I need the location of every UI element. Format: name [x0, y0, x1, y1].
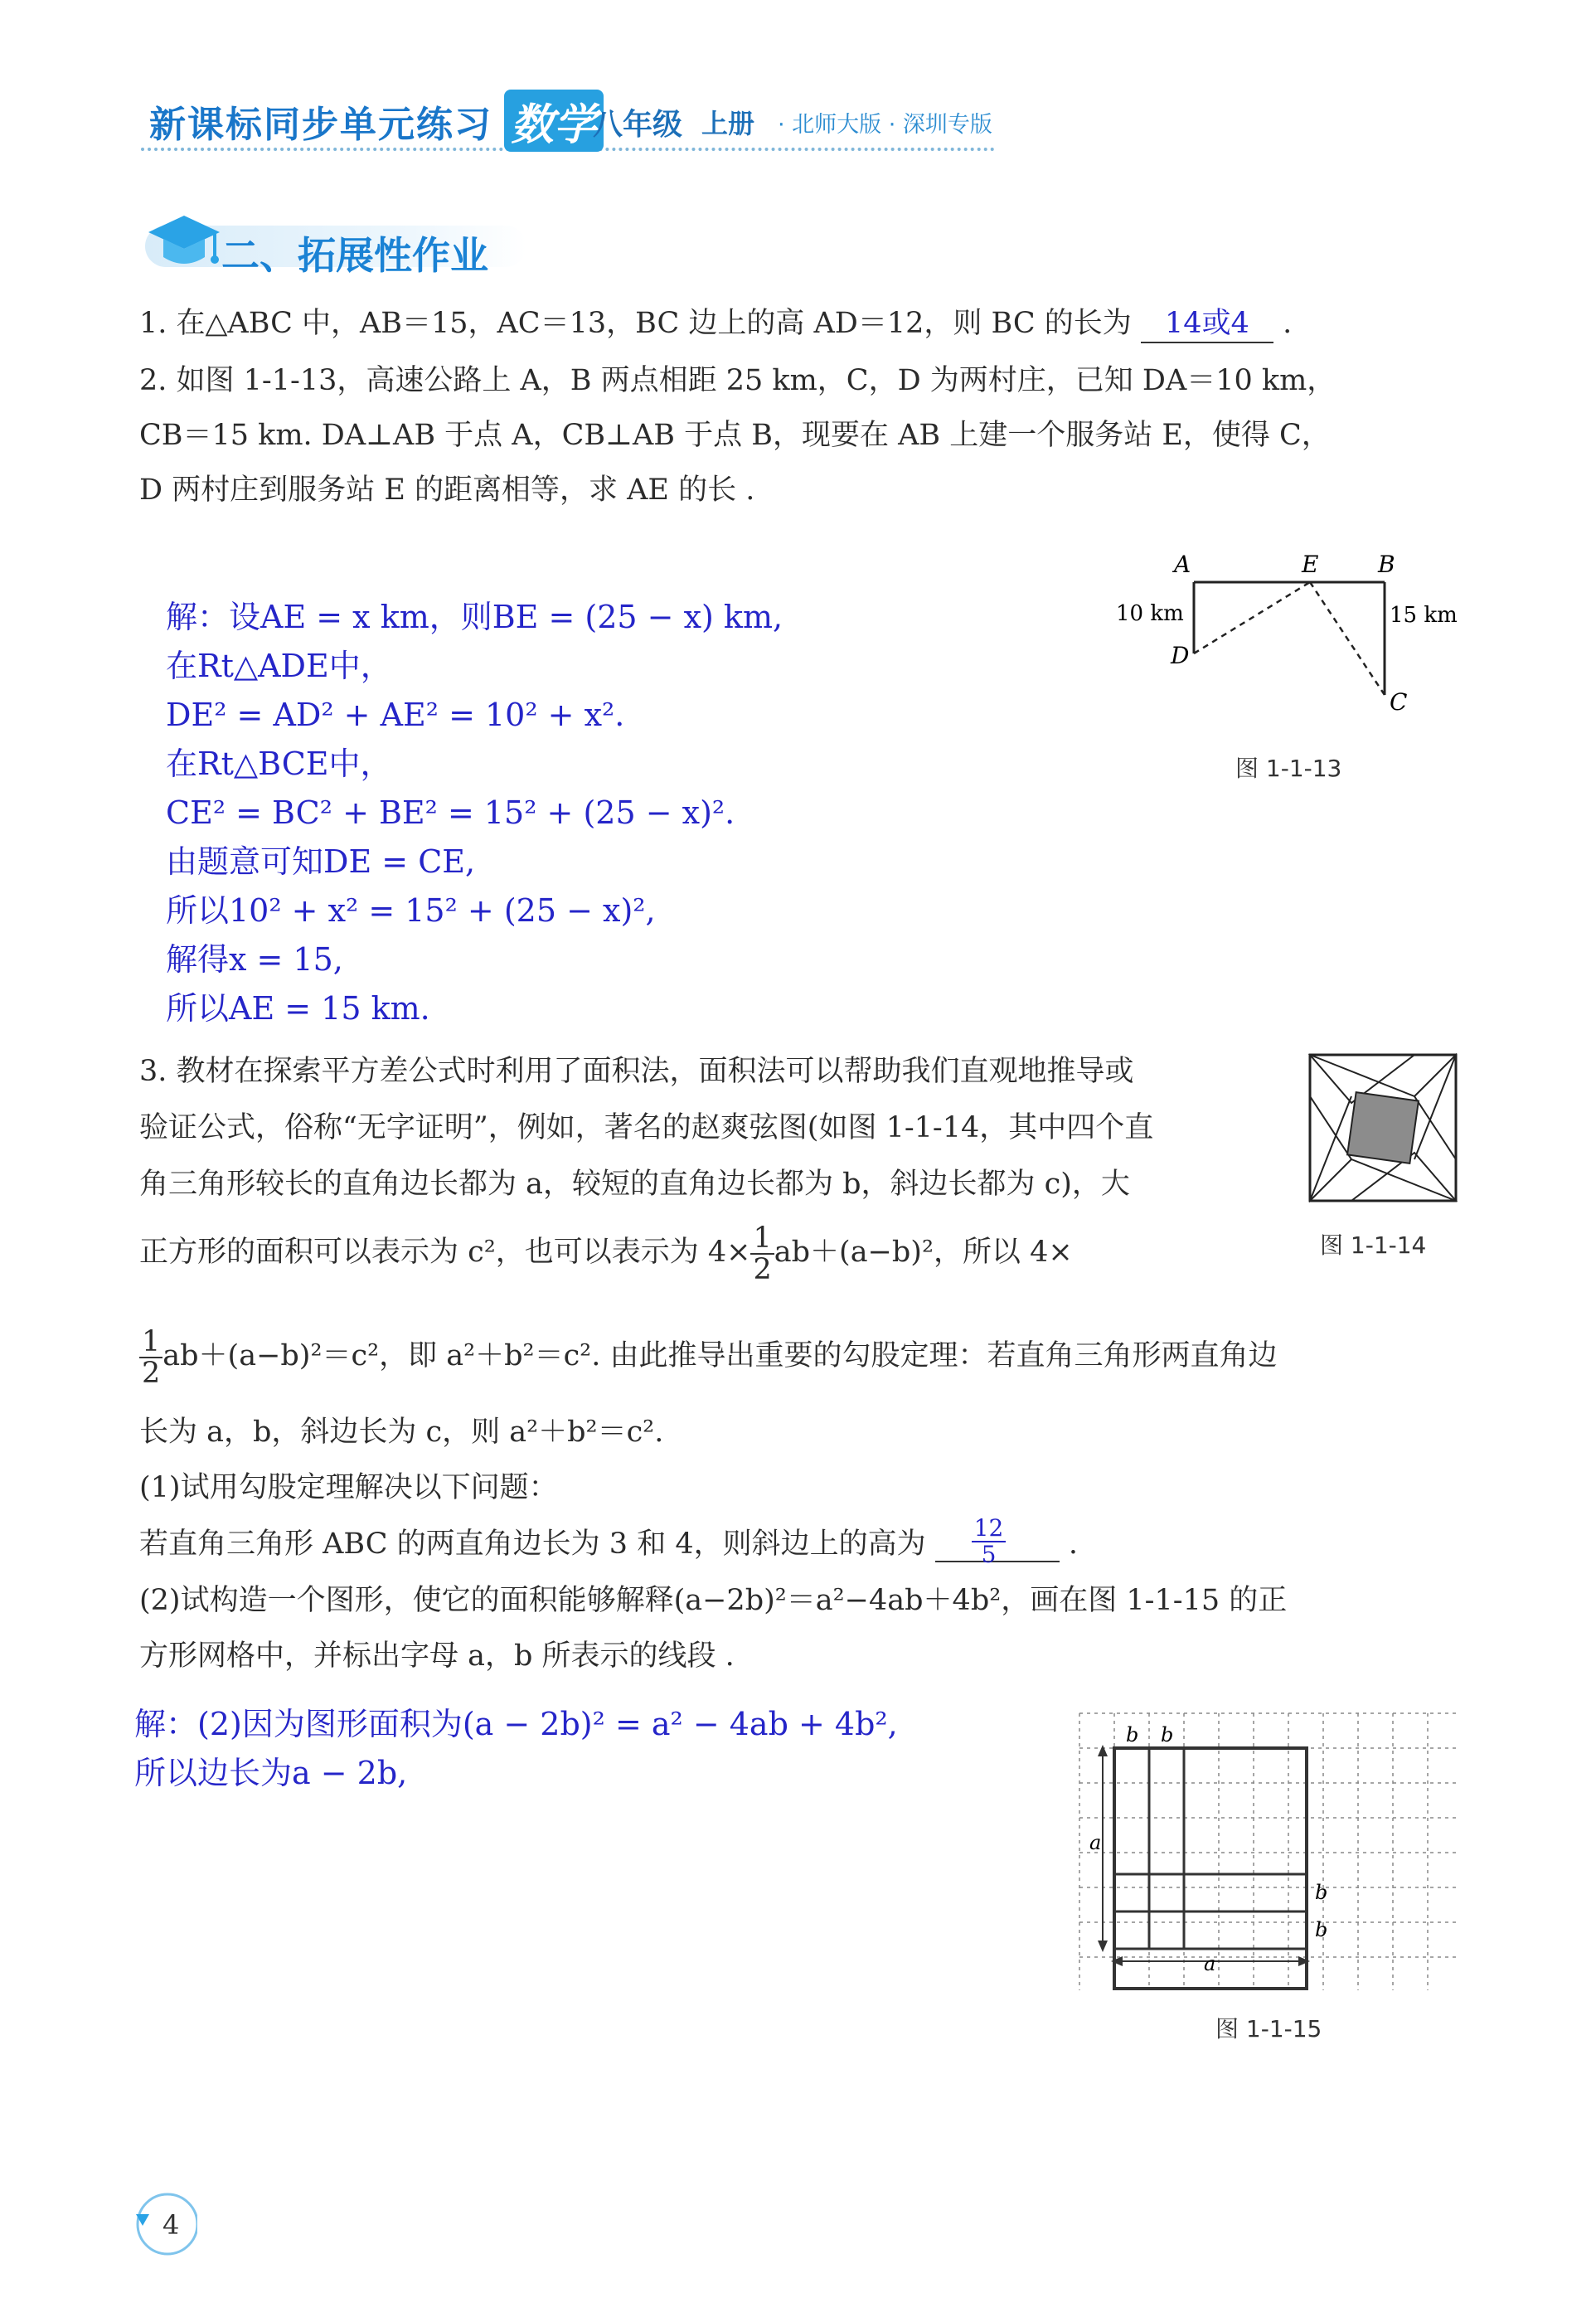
label-b: b [1161, 1723, 1174, 1746]
q3-part1-answer: $\frac{12}{5}$ [935, 1524, 1060, 1562]
edition-label: · 北师大版 · 深圳专版 [778, 112, 992, 138]
q3-part1-title: (1)试用勾股定理解决以下问题： [139, 1471, 558, 1504]
label-b: b [1315, 1918, 1328, 1941]
label-b: B [1378, 551, 1395, 578]
q3-part1-end: . [1068, 1528, 1079, 1561]
series-title: 新课标同步单元练习 [149, 104, 492, 146]
q2-line1: 2. 如图 1-1-13，高速公路上 A，B 两点相距 25 km，C，D 为两村庄，已知 DA＝10 km， [139, 364, 1336, 397]
question-1 [139, 305, 1292, 343]
q1-end: . [1283, 307, 1293, 340]
solution-line: DE² = AD² + AE² = 10² + x². [166, 697, 625, 733]
q3-part1 [139, 1514, 1079, 1568]
solution-line: CE² = BC² + BE² = 15² + (25 − x)². [166, 794, 735, 831]
label-a: A [1174, 551, 1191, 578]
q3-line6: 长为 a，b，斜边长为 c，则 a²＋b²＝c². [139, 1416, 664, 1449]
solution-line: 在Rt△ADE中， [166, 648, 392, 684]
solution-figure [1089, 1723, 1327, 1989]
q3-part1-text: 若直角三角形 ABC 的两直角边长为 3 和 4，则斜边上的高为 [139, 1528, 926, 1561]
q3-line4 [139, 1215, 1073, 1290]
section-heading [145, 206, 543, 280]
q2-line2: CB＝15 km. DA⊥AB 于点 A，CB⊥AB 于点 B，现要在 AB 上建一个服务站 E，使得 C， [139, 419, 1331, 452]
solution-line: 所以AE = 15 km. [166, 990, 430, 1027]
label-e: E [1302, 551, 1319, 578]
solution-line: 在Rt△BCE中， [166, 746, 392, 782]
q1-text: 1. 在△ABC 中，AB＝15，AC＝13，BC 边上的高 AD＝12，则 BC 的长为 [139, 307, 1132, 340]
solution-line: 解：(2)因为图形面积为(a − 2b)² = a² − 4ab + 4b², [134, 1706, 898, 1742]
page-number-badge [124, 2189, 197, 2262]
q3-line4a: 正方形的面积可以表示为 c²，也可以表示为 4× [139, 1236, 751, 1269]
q3-line5 [139, 1319, 1277, 1393]
figure-1-1-15 [1078, 1708, 1459, 1990]
label-b: b [1315, 1881, 1328, 1904]
q3-part2-line2: 方形网格中，并标出字母 a，b 所表示的线段 . [139, 1639, 735, 1673]
solution-line: 所以边长为a − 2b, [134, 1755, 408, 1791]
solution-line: 由题意可知DE = CE, [166, 843, 476, 880]
segment-ce [1310, 582, 1385, 695]
figure-1-1-14 [1308, 1053, 1458, 1202]
label-10km: 10 km [1116, 601, 1184, 626]
q3-line1: 3. 教材在探索平方差公式时利用了面积法，面积法可以帮助我们直观地推导或 [139, 1055, 1134, 1088]
half-fraction: $\frac{1}{2}$ [139, 1327, 163, 1388]
inner-square [1347, 1092, 1419, 1163]
q2-solution [166, 593, 783, 1033]
subject-badge: 数学 [504, 90, 604, 152]
fig13-caption: 图 1-1-13 [1235, 755, 1342, 782]
fig14-caption: 图 1-1-14 [1320, 1231, 1427, 1259]
grade-label: 八年级 [593, 108, 683, 142]
label-a: a [1204, 1952, 1216, 1975]
header-banner [141, 90, 995, 151]
q2-line3: D 两村庄到服务站 E 的距离相等，求 AE 的长 . [139, 474, 755, 507]
figure-1-1-13 [1111, 547, 1476, 730]
page-number: 4 [163, 2209, 180, 2241]
section-title: 二、拓展性作业 [221, 233, 488, 278]
q3-solution [134, 1700, 898, 1798]
label-a: a [1089, 1831, 1102, 1854]
q3-line3: 角三角形较长的直角边长都为 a，较短的直角边长都为 b，斜边长都为 c)，大 [139, 1168, 1130, 1201]
label-15km: 15 km [1390, 603, 1458, 628]
q3-line5b: ab＋(a−b)²＝c²，即 a²＋b²＝c². 由此推导出重要的勾股定理：若直角三角形两直角边 [163, 1339, 1278, 1372]
solution-line: 所以10² + x² = 15² + (25 − x)², [166, 892, 656, 929]
q3-line2: 验证公式，俗称“无字证明”，例如，著名的赵爽弦图(如图 1-1-14，其中四个直 [139, 1111, 1154, 1144]
fig15-caption: 图 1-1-15 [1215, 2015, 1322, 2043]
label-c: C [1390, 688, 1408, 716]
label-d: D [1171, 642, 1190, 669]
solution-line: 解得x = 15, [166, 941, 343, 978]
volume-label: 上册 [701, 108, 755, 139]
label-b: b [1126, 1723, 1139, 1746]
segment-de [1194, 582, 1310, 653]
half-fraction: $\frac{1}{2}$ [750, 1223, 774, 1285]
graduation-cap-icon [147, 209, 221, 275]
solution-line: 解：设AE = x km，则BE = (25 − x) km, [166, 599, 783, 635]
q1-answer: 14或4 [1141, 305, 1273, 343]
q3-line4b: ab＋(a−b)²，所以 4× [774, 1236, 1073, 1269]
q3-part2-line1: (2)试构造一个图形，使它的面积能够解释(a−2b)²＝a²−4ab＋4b²，画在图 1-1-15 的正 [139, 1584, 1288, 1617]
